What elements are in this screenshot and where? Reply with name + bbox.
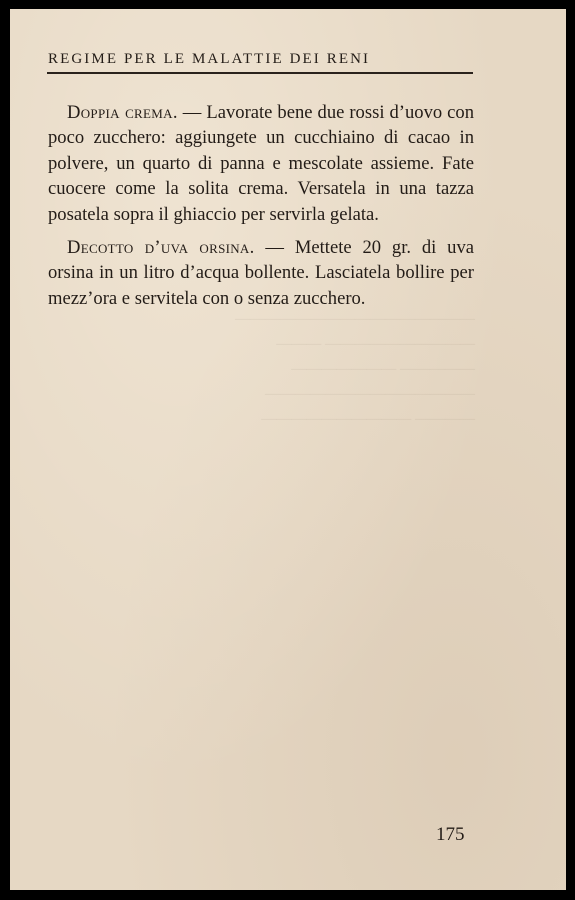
recipe-title: Decotto d’uva orsina.	[67, 237, 255, 259]
recipe-title: Doppia crema.	[67, 102, 178, 123]
recipe-body: — Mettete 20 gr. di uva orsina in un litro d’acqua bollente. Lasciatela bollire per mezz’ora e servitela con o senza zucchero.	[48, 237, 474, 309]
recipe-entry	[48, 100, 474, 227]
book-page	[10, 9, 566, 890]
recipe-text	[48, 100, 474, 311]
running-header: REGIME PER LE MALATTIE DEI RENI	[48, 51, 371, 67]
bleed-through-texture: ———————————————— —————————— ——— ————— ——————— —————————————— ———— ——————————	[235, 311, 475, 427]
recipe-body: — Lavorate bene due rossi d’uovo con poco zucchero: aggiungete un cucchiaino di cacao in polvere, un quarto di panna e mescolate assieme. Fate cuocere come la solita crema. Versatela in una tazza posatela sopra il ghiaccio per servirla gelata.	[48, 102, 475, 225]
header-rule	[47, 72, 473, 74]
recipe-entry	[48, 235, 474, 311]
page-number: 175	[436, 824, 465, 845]
